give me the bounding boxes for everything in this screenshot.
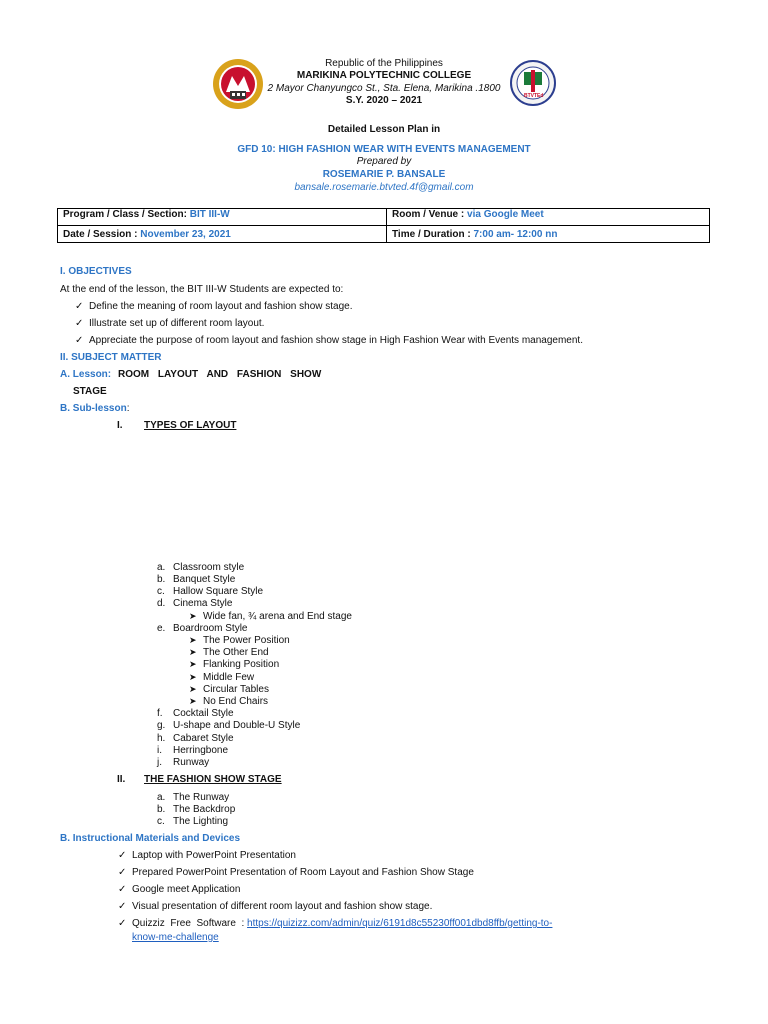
prepared-by: Prepared by <box>356 156 412 167</box>
date-value: November 23, 2021 <box>140 228 231 240</box>
quizziz-link-continued[interactable]: know-me-challenge <box>132 932 219 943</box>
quizziz-link[interactable]: https://quizizz.com/admin/quiz/6191d8c55230ff001dbd8ffb/getting-to- <box>247 918 553 929</box>
college-name: MARIKINA POLYTECHNIC COLLEGE <box>296 70 472 81</box>
time-value: 7:00 am- 12:00 nn <box>473 228 558 240</box>
sub-list-item: ➤ Middle Few <box>203 672 254 683</box>
sub-list-item: ➤ No End Chairs <box>203 696 268 707</box>
list-item: a. Classroom style <box>157 562 245 573</box>
section2-number: II. <box>117 774 126 785</box>
material-item: ✓ Prepared PowerPoint Presentation of Room Layout and Fashion Show Stage <box>132 867 474 878</box>
btvted-logo-text: BTVTEd <box>524 93 544 99</box>
list-item: c. Hallow Square Style <box>157 586 264 597</box>
section1-title: TYPES OF LAYOUT <box>144 420 237 431</box>
list-item: h. Cabaret Style <box>157 733 234 744</box>
sub-list-item: ➤ The Power Position <box>203 635 290 646</box>
author-name: ROSEMARIE P. BANSALE <box>322 169 446 180</box>
objectives-heading: I. OBJECTIVES <box>60 266 132 277</box>
section2-title: THE FASHION SHOW STAGE <box>144 774 282 785</box>
list-item: e. Boardroom Style <box>157 623 248 634</box>
lesson-title-line2: STAGE <box>73 386 107 397</box>
list-item: j. Runway <box>157 757 210 768</box>
program-cell: Program / Class / Section: BIT III-W <box>58 209 387 226</box>
material-item: ✓ Visual presentation of different room layout and fashion show stage. <box>132 901 432 912</box>
objective-item: ✓ Illustrate set up of different room layout. <box>89 318 264 329</box>
list-item: g. U-shape and Double-U Style <box>157 720 301 731</box>
college-address: 2 Mayor Chanyungco St., Sta. Elena, Marikina .1800 <box>267 83 501 94</box>
table-row <box>58 209 710 226</box>
time-cell: Time / Duration : 7:00 am- 12:00 nn <box>387 226 710 243</box>
material-item: ✓ Laptop with PowerPoint Presentation <box>132 850 296 861</box>
title-block <box>184 124 584 194</box>
program-value: BIT III-W <box>189 209 230 220</box>
sub-list-item: ➤ Wide fan, ¾ arena and End stage <box>203 611 352 622</box>
plan-title: Detailed Lesson Plan in <box>327 124 441 135</box>
list-item: a. The Runway <box>157 792 230 803</box>
room-value: via Google Meet <box>467 209 544 220</box>
table-row <box>58 226 710 243</box>
header-block <box>234 58 534 107</box>
lesson-info-table <box>57 208 710 243</box>
author-email[interactable]: bansale.rosemarie.btvted.4f@gmail.com <box>294 182 474 193</box>
country-name: Republic of the Philippines <box>325 58 443 69</box>
list-item: f. Cocktail Style <box>157 708 234 719</box>
materials-heading: B. Instructional Materials and Devices <box>60 833 241 844</box>
sub-list-item: ➤ Flanking Position <box>203 659 279 670</box>
subject-heading: II. SUBJECT MATTER <box>60 352 162 363</box>
lesson-title-line1: ROOM LAYOUT AND FASHION SHOW <box>118 369 322 380</box>
objective-item: ✓ Appreciate the purpose of room layout and fashion show stage in High Fashion Wear with Events management. <box>89 335 583 346</box>
list-item: b. The Backdrop <box>157 804 236 815</box>
list-item: b. Banquet Style <box>157 574 236 585</box>
objectives-intro: At the end of the lesson, the BIT III-W Students are expected to: <box>60 284 344 295</box>
room-cell: Room / Venue : via Google Meet <box>387 209 710 226</box>
school-year: S.Y. 2020 – 2021 <box>345 95 423 106</box>
list-item: c. The Lighting <box>157 816 229 827</box>
date-cell: Date / Session : November 23, 2021 <box>58 226 387 243</box>
list-item: i. Herringbone <box>157 745 229 756</box>
lesson-label: A. Lesson: <box>60 369 112 380</box>
sublesson-label: B. Sub-lesson: <box>60 403 130 414</box>
course-title: GFD 10: HIGH FASHION WEAR WITH EVENTS MANAGEMENT <box>237 144 531 155</box>
quizziz-label: Quizziz Free Software : <box>132 918 245 929</box>
objective-item: ✓ Define the meaning of room layout and fashion show stage. <box>89 301 353 312</box>
material-item-quizziz <box>132 918 552 929</box>
list-item: d. Cinema Style <box>157 598 233 609</box>
sub-list-item: ➤ Circular Tables <box>203 684 269 695</box>
material-item: ✓ Google meet Application <box>132 884 240 895</box>
section1-number: I. <box>117 420 123 431</box>
sub-list-item: ➤ The Other End <box>203 647 269 658</box>
